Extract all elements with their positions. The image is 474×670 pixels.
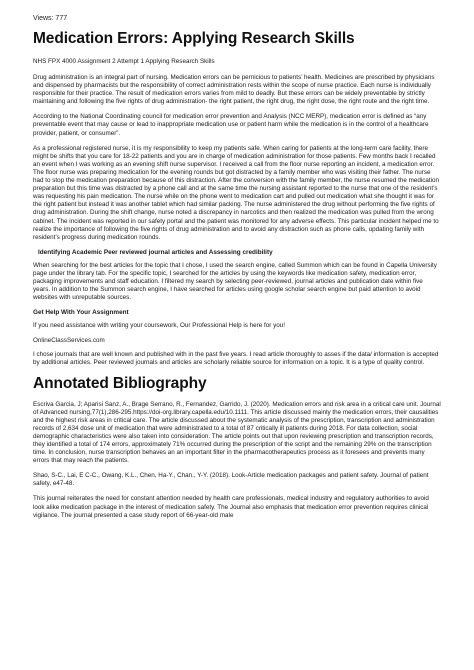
heading-get-help: Get Help With Your Assignment: [33, 309, 129, 317]
bibliography-entry-1: Escriva Garcia, J; Aparisi Sanz, A., Brage Serrano, R., Fernandez, Garrido, J. (2020). Medication errors and risk area in a critical care unit. Journal of Advanced nursing,77(1),286-295.https://doi-org.library.capella.edu/10.1111. This article discussed mainly the medication errors, their causalities and the highest risk areas in critical care. The article discussed about the systematic analysis of the prescription, transcription and administration records of 2,634 dose unit of medication that were administrated to a total of 87 critically ill patients during 2018. For data collection, social demographic characteristics were also taken into consideration. The article points out that upon reviewing prescription and transcription records, they identified a total of 174 errors, approximately 71% occurred during the prescription of the script and the remaining 29% on the transcription time. In conclusion, nurse transcription behaves an an important filter in the pharmacotherapeutics process as it foresees and prevents many errors that may reach the patients.: [33, 400, 441, 465]
paragraph-incident: As a professional registered nurse, it is my responsibility to keep my patients safe. When caring for patients at the long-term care facility, there might be shifts that you care for 18-22 patients and you are in charge of medication administration for those patients. Few months back I recalled an event when I was working as an evening shift nurse supervisor. I received a call from the floor nurse reporting an incident, a medication error. The floor nurse was preparing medication for the evening rounds but got distracted by a family member who was visiting their father. The nurse had to stop the medication preparation because of this distraction. After the conversion with the family member, the nurse resumed the medication preparation but this time was distracted by a phone call and at the same time the nursing assistant reported to the nurse that one of the resident’s was requesting his pain medication. The nurse while on the phone went to medication cart and pulled out medication what she thought it was for the right patient but instead it was another tablet which had similar packing. The nurse administered the drug without performing the five rights of drug administration. During the shift change, nurse noted a discrepancy in narcotics and then realized the medication was pulled from the wrong cabinet. The incident was reported in our safety portal and the patient was monitored for any adverse effects. This particular incident helped me to realize the importance of following the five rights of drug administration and to avoid any distraction such as phone calls, updating family with resident’s progress during medication rounds.: [33, 144, 440, 241]
paragraph-intro: Drug administration is an integral part of nursing. Medication errors can be pernicious to patients’ health. Medicines are prescribed by physicians and dispensed by pharmacists but the responsibility of correct administration rests within the scope of nurse practice. Each nurse is individually responsible for their practice. The result of medication errors varies from mild to deadly. But these errors can be widely preventable by strictly maintaining and following the five rights of drug administration- the right patient, the right drug, the right dose, the right route and the right time.: [33, 74, 435, 106]
bibliography-entry-3: This journal reiterates the need for constant attention needed by health care professionals, medical industry and regulatory authorities to avoid look alike medication package in the interest of medication safety. The Journal also emphasis that medication error prevention requires clinical vigilance. The journal presented a case study report of 66-year-old male: [33, 495, 429, 519]
heading-peer-reviewed: Identifying Academic Peer reviewed journal articles and Assessing credibility: [38, 248, 273, 256]
paragraph-chose-journals: I chose journals that are well known and published with in the past five years. I read article thoroughly to asses if the data/ information is accepted by additional articles. Peer reviewed journals and articles are scholarly reliable source for information on a topic. It is a type of quality control.: [33, 351, 439, 367]
paragraph-help: If you need assistance with writing your coursework, Our Professional Help is here for you!: [33, 322, 285, 330]
paragraph-definition: According to the National Coordinating council for medication error prevention and Analysis (NCC MERP), medication error is defined as “any preventable event that may cause or lead to inappropriate medication use or patient harm while the medication is in the control of a healthcare provider, patient, or consumer”.: [33, 113, 429, 137]
site-link[interactable]: OnlineClassServices.com: [33, 337, 105, 345]
bibliography-entry-2: Shao, S-C., Lai, E C-C., Owang, K.L., Chen, Ha-Y., Chan., Y-Y. (2018). Look-Article medication packages and patient safety. Journal of patient safety, e47-48.: [33, 472, 429, 488]
views-count: Views: 777: [33, 15, 68, 22]
document-title: Medication Errors: Applying Research Skills: [33, 30, 355, 47]
heading-annotated-bibliography: Annotated Bibliography: [33, 374, 207, 392]
document-subtitle: NHS FPX 4000 Assignment 2 Attempt 1 Applying Research Skills: [33, 58, 215, 65]
paragraph-search: When searching for the best articles for the topic that I chose, I used the search engine, called Summon which can be found in Capella University page under the library tab. For the specific topic, I searched for the articles by using the keywords like medication safety, medication error, packaging improvements and staff education. I filtered my search by selecting peer-reviewed, journal articles and publication date within five years. In addition to the Summon search engine, I have searched for articles using google scholar search engine but paid attention to avoid websites with unreputable sources.: [33, 261, 437, 302]
